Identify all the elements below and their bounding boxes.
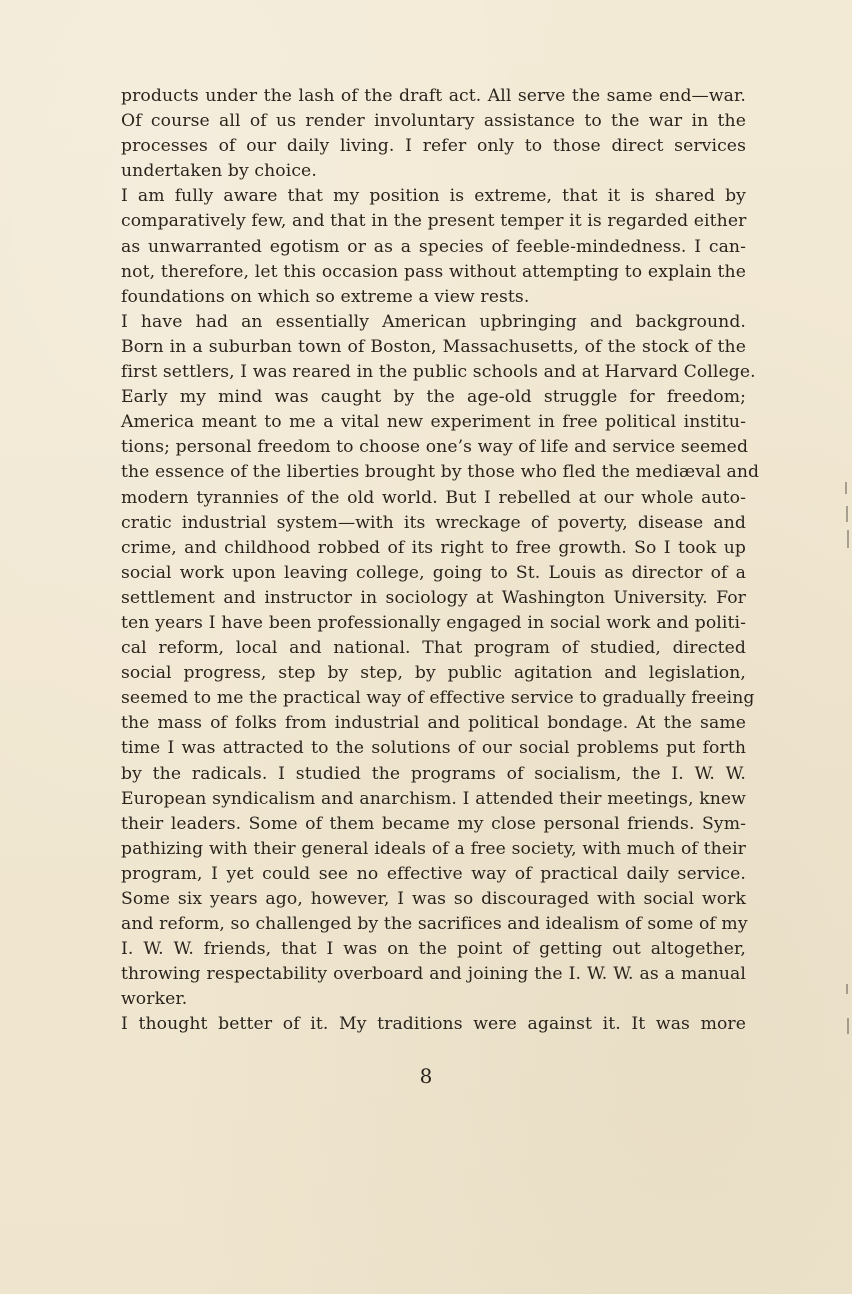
text-line: not, therefore, let this occasion pass without attempting to explain the xyxy=(121,261,746,282)
text-line: undertaken by choice. xyxy=(121,161,317,182)
text-line: the essence of the liberties brought by those who fled the mediæval and xyxy=(121,462,760,483)
text-line: tions; personal freedom to choose one’s way of life and service seemed xyxy=(121,437,749,458)
text-line: Early my mind was caught by the age-old struggle for freedom; xyxy=(121,387,746,408)
text-line: crime, and childhood robbed of its right to free growth. So I took up xyxy=(121,537,746,558)
text-line: program, I yet could see no effective way of practical daily service. xyxy=(121,863,746,884)
scan-edge-mark xyxy=(845,482,847,494)
text-line: seemed to me the practical way of effective service to gradually freeing xyxy=(121,688,755,709)
scan-edge-mark xyxy=(847,530,849,548)
text-line: social work upon leaving college, going to St. Louis as director of a xyxy=(121,562,746,583)
text-line: European syndicalism and anarchism. I attended their meetings, knew xyxy=(121,788,746,809)
page-number: 8 xyxy=(419,1064,433,1088)
text-line: cratic industrial system—with its wreckage of poverty, disease and xyxy=(121,512,746,533)
text-line: I am fully aware that my position is extreme, that it is shared by xyxy=(121,186,746,207)
text-line: I thought better of it. My traditions were against it. It was more xyxy=(121,1014,746,1035)
scan-edge-mark xyxy=(847,1018,849,1034)
text-line: Of course all of us render involuntary assistance to the war in the xyxy=(121,111,746,132)
text-line: and reform, so challenged by the sacrifices and idealism of some of my xyxy=(121,914,748,935)
text-line: the mass of folks from industrial and political bondage. At the same xyxy=(121,713,746,734)
text-line: first settlers, I was reared in the public schools and at Harvard College. xyxy=(121,362,756,383)
text-line: foundations on which so extreme a view rests. xyxy=(121,286,530,307)
text-line: social progress, step by step, by public agitation and legislation, xyxy=(121,663,746,684)
text-line: ten years I have been professionally engaged in social work and politi- xyxy=(121,612,746,633)
text-line: modern tyrannies of the old world. But I rebelled at our whole auto- xyxy=(121,487,746,508)
text-line: as unwarranted egotism or as a species of feeble-mindedness. I can- xyxy=(121,236,746,257)
text-line: worker. xyxy=(121,989,188,1010)
text-line: products under the lash of the draft act. All serve the same end—war. xyxy=(121,86,746,106)
text-line: pathizing with their general ideals of a free society, with much of their xyxy=(121,838,746,859)
text-line: cal reform, local and national. That program of studied, directed xyxy=(121,638,746,659)
text-line: Born in a suburban town of Boston, Massachusetts, of the stock of the xyxy=(121,336,746,357)
text-line: their leaders. Some of them became my close personal friends. Sym- xyxy=(121,813,746,834)
text-line: America meant to me a vital new experiment in free political institu- xyxy=(121,412,746,433)
text-line: settlement and instructor in sociology at Washington University. For xyxy=(121,587,746,608)
text-line: I have had an essentially American upbringing and background. xyxy=(121,311,746,332)
text-line: Some six years ago, however, I was so discouraged with social work xyxy=(121,889,746,909)
text-line: by the radicals. I studied the programs of socialism, the I. W. W. xyxy=(121,763,746,784)
text-line: time I was attracted to the solutions of our social problems put forth xyxy=(121,738,746,759)
body-text xyxy=(121,84,760,1038)
text-line: processes of our daily living. I refer only to those direct services xyxy=(121,136,746,157)
text-line: I. W. W. friends, that I was on the point of getting out altogether, xyxy=(121,939,746,960)
scan-edge-mark xyxy=(846,506,848,522)
scan-edge-mark xyxy=(846,984,848,994)
text-line: comparatively few, and that in the present temper it is regarded either xyxy=(121,211,747,232)
text-line: throwing respectability overboard and joining the I. W. W. as a manual xyxy=(121,964,746,985)
